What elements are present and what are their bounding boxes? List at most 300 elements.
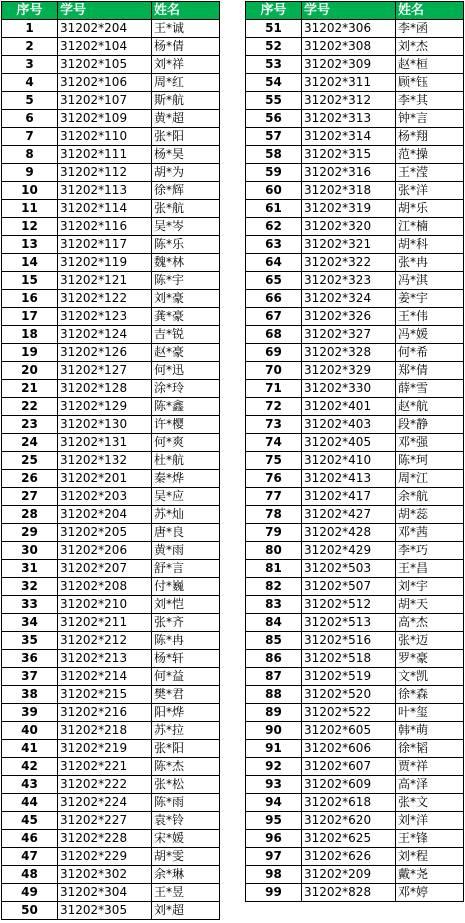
cell-student-id[interactable]: 31202*302 <box>58 866 152 884</box>
cell-student-id[interactable]: 31202*605 <box>302 722 396 740</box>
cell-student-id[interactable]: 31202*609 <box>302 776 396 794</box>
cell-seq[interactable]: 15 <box>2 272 58 290</box>
cell-name[interactable]: 黄*雨 <box>152 542 220 560</box>
cell-name[interactable]: 赵*桓 <box>396 56 464 74</box>
cell-student-id[interactable]: 31202*112 <box>58 164 152 182</box>
cell-seq[interactable]: 40 <box>2 722 58 740</box>
cell-seq[interactable]: 39 <box>2 704 58 722</box>
cell-seq[interactable]: 42 <box>2 758 58 776</box>
cell-seq[interactable]: 13 <box>2 236 58 254</box>
cell-name[interactable]: 刘*杰 <box>396 38 464 56</box>
cell-seq[interactable]: 5 <box>2 92 58 110</box>
cell-student-id[interactable]: 31202*224 <box>58 794 152 812</box>
cell-name[interactable]: 姜*宇 <box>396 290 464 308</box>
cell-seq[interactable]: 86 <box>246 650 302 668</box>
cell-seq[interactable]: 16 <box>2 290 58 308</box>
cell-student-id[interactable]: 31202*218 <box>58 722 152 740</box>
cell-student-id[interactable]: 31202*203 <box>58 488 152 506</box>
cell-seq[interactable]: 85 <box>246 632 302 650</box>
cell-student-id[interactable]: 31202*522 <box>302 704 396 722</box>
cell-name[interactable]: 邓*婷 <box>396 884 464 902</box>
cell-seq[interactable]: 74 <box>246 434 302 452</box>
cell-student-id[interactable]: 31202*210 <box>58 596 152 614</box>
cell-student-id[interactable]: 31202*320 <box>302 218 396 236</box>
cell-seq[interactable]: 41 <box>2 740 58 758</box>
cell-seq[interactable]: 89 <box>246 704 302 722</box>
cell-student-id[interactable]: 31202*519 <box>302 668 396 686</box>
cell-student-id[interactable]: 31202*131 <box>58 434 152 452</box>
cell-seq[interactable]: 82 <box>246 578 302 596</box>
cell-seq[interactable]: 88 <box>246 686 302 704</box>
cell-seq[interactable]: 81 <box>246 560 302 578</box>
cell-student-id[interactable]: 31202*429 <box>302 542 396 560</box>
header-seq[interactable]: 序号 <box>2 2 58 20</box>
cell-seq[interactable]: 90 <box>246 722 302 740</box>
cell-student-id[interactable]: 31202*117 <box>58 236 152 254</box>
cell-seq[interactable]: 87 <box>246 668 302 686</box>
cell-student-id[interactable]: 31202*312 <box>302 92 396 110</box>
cell-student-id[interactable]: 31202*606 <box>302 740 396 758</box>
cell-name[interactable]: 杨*倩 <box>152 38 220 56</box>
cell-student-id[interactable]: 31202*324 <box>302 290 396 308</box>
cell-student-id[interactable]: 31202*401 <box>302 398 396 416</box>
cell-name[interactable]: 袁*铃 <box>152 812 220 830</box>
cell-student-id[interactable]: 31202*405 <box>302 434 396 452</box>
cell-name[interactable]: 张*航 <box>152 200 220 218</box>
cell-name[interactable]: 徐*辉 <box>152 182 220 200</box>
cell-student-id[interactable]: 31202*316 <box>302 164 396 182</box>
cell-student-id[interactable]: 31202*204 <box>58 20 152 38</box>
cell-student-id[interactable]: 31202*130 <box>58 416 152 434</box>
cell-student-id[interactable]: 31202*109 <box>58 110 152 128</box>
cell-name[interactable]: 宋*媛 <box>152 830 220 848</box>
cell-name[interactable]: 贾*祥 <box>396 758 464 776</box>
cell-seq[interactable]: 28 <box>2 506 58 524</box>
cell-student-id[interactable]: 31202*211 <box>58 614 152 632</box>
cell-student-id[interactable]: 31202*311 <box>302 74 396 92</box>
cell-name[interactable]: 黄*超 <box>152 110 220 128</box>
cell-seq[interactable]: 18 <box>2 326 58 344</box>
cell-student-id[interactable]: 31202*513 <box>302 614 396 632</box>
cell-name[interactable]: 胡*科 <box>396 236 464 254</box>
header-name[interactable]: 姓名 <box>396 2 464 20</box>
cell-seq[interactable]: 1 <box>2 20 58 38</box>
cell-name[interactable]: 斯*航 <box>152 92 220 110</box>
cell-seq[interactable]: 9 <box>2 164 58 182</box>
cell-student-id[interactable]: 31202*318 <box>302 182 396 200</box>
cell-seq[interactable]: 4 <box>2 74 58 92</box>
cell-name[interactable]: 徐*韬 <box>396 740 464 758</box>
cell-student-id[interactable]: 31202*327 <box>302 326 396 344</box>
cell-seq[interactable]: 36 <box>2 650 58 668</box>
cell-seq[interactable]: 56 <box>246 110 302 128</box>
cell-seq[interactable]: 72 <box>246 398 302 416</box>
cell-name[interactable]: 陈*鑫 <box>152 398 220 416</box>
cell-seq[interactable]: 61 <box>246 200 302 218</box>
cell-name[interactable]: 刘*宇 <box>396 578 464 596</box>
cell-student-id[interactable]: 31202*516 <box>302 632 396 650</box>
cell-seq[interactable]: 38 <box>2 686 58 704</box>
cell-student-id[interactable]: 31202*132 <box>58 452 152 470</box>
cell-seq[interactable]: 7 <box>2 128 58 146</box>
cell-seq[interactable]: 48 <box>2 866 58 884</box>
cell-name[interactable]: 胡*蕊 <box>396 506 464 524</box>
cell-name[interactable]: 吉*锐 <box>152 326 220 344</box>
cell-name[interactable]: 杨*翔 <box>396 128 464 146</box>
cell-seq[interactable]: 77 <box>246 488 302 506</box>
cell-name[interactable]: 张*洋 <box>396 182 464 200</box>
cell-seq[interactable]: 43 <box>2 776 58 794</box>
cell-student-id[interactable]: 31202*313 <box>302 110 396 128</box>
cell-name[interactable]: 范*操 <box>396 146 464 164</box>
cell-name[interactable]: 苏*灿 <box>152 506 220 524</box>
cell-seq[interactable]: 6 <box>2 110 58 128</box>
cell-student-id[interactable]: 31202*105 <box>58 56 152 74</box>
cell-student-id[interactable]: 31202*410 <box>302 452 396 470</box>
cell-seq[interactable]: 44 <box>2 794 58 812</box>
cell-student-id[interactable]: 31202*207 <box>58 560 152 578</box>
cell-name[interactable]: 邓*强 <box>396 434 464 452</box>
cell-name[interactable]: 杨*轩 <box>152 650 220 668</box>
cell-seq[interactable]: 2 <box>2 38 58 56</box>
cell-name[interactable]: 王*昌 <box>396 560 464 578</box>
cell-name[interactable]: 陈*雨 <box>152 794 220 812</box>
cell-name[interactable]: 郑*倩 <box>396 362 464 380</box>
cell-student-id[interactable]: 31202*222 <box>58 776 152 794</box>
cell-seq[interactable]: 37 <box>2 668 58 686</box>
header-seq[interactable]: 序号 <box>246 2 302 20</box>
cell-name[interactable]: 钟*言 <box>396 110 464 128</box>
cell-student-id[interactable]: 31202*126 <box>58 344 152 362</box>
cell-student-id[interactable]: 31202*326 <box>302 308 396 326</box>
cell-name[interactable]: 文*凯 <box>396 668 464 686</box>
cell-name[interactable]: 陈*冉 <box>152 632 220 650</box>
cell-student-id[interactable]: 31202*618 <box>302 794 396 812</box>
cell-student-id[interactable]: 31202*227 <box>58 812 152 830</box>
cell-seq[interactable]: 60 <box>246 182 302 200</box>
cell-seq[interactable]: 11 <box>2 200 58 218</box>
cell-seq[interactable]: 3 <box>2 56 58 74</box>
cell-name[interactable]: 赵*豪 <box>152 344 220 362</box>
cell-student-id[interactable]: 31202*321 <box>302 236 396 254</box>
cell-student-id[interactable]: 31202*427 <box>302 506 396 524</box>
cell-student-id[interactable]: 31202*122 <box>58 290 152 308</box>
cell-seq[interactable]: 63 <box>246 236 302 254</box>
cell-name[interactable]: 刘*祥 <box>152 56 220 74</box>
cell-student-id[interactable]: 31202*111 <box>58 146 152 164</box>
cell-student-id[interactable]: 31202*127 <box>58 362 152 380</box>
cell-name[interactable]: 罗*豪 <box>396 650 464 668</box>
cell-seq[interactable]: 73 <box>246 416 302 434</box>
cell-student-id[interactable]: 31202*304 <box>58 884 152 902</box>
cell-student-id[interactable]: 31202*308 <box>302 38 396 56</box>
cell-name[interactable]: 杜*航 <box>152 452 220 470</box>
cell-name[interactable]: 张*阳 <box>152 740 220 758</box>
cell-name[interactable]: 冯*淇 <box>396 272 464 290</box>
cell-name[interactable]: 周*红 <box>152 74 220 92</box>
cell-seq[interactable]: 67 <box>246 308 302 326</box>
cell-seq[interactable]: 66 <box>246 290 302 308</box>
cell-student-id[interactable]: 31202*129 <box>58 398 152 416</box>
cell-student-id[interactable]: 31202*428 <box>302 524 396 542</box>
cell-seq[interactable]: 65 <box>246 272 302 290</box>
cell-seq[interactable]: 69 <box>246 344 302 362</box>
cell-name[interactable]: 李*函 <box>396 20 464 38</box>
cell-student-id[interactable]: 31202*329 <box>302 362 396 380</box>
cell-student-id[interactable]: 31202*626 <box>302 848 396 866</box>
cell-student-id[interactable]: 31202*328 <box>302 344 396 362</box>
cell-seq[interactable]: 22 <box>2 398 58 416</box>
cell-seq[interactable]: 62 <box>246 218 302 236</box>
cell-student-id[interactable]: 31202*306 <box>302 20 396 38</box>
cell-name[interactable]: 余*航 <box>396 488 464 506</box>
cell-student-id[interactable]: 31202*417 <box>302 488 396 506</box>
header-id[interactable]: 学号 <box>302 2 396 20</box>
cell-name[interactable]: 胡*天 <box>396 596 464 614</box>
cell-seq[interactable]: 64 <box>246 254 302 272</box>
cell-student-id[interactable]: 31202*607 <box>302 758 396 776</box>
cell-name[interactable]: 何*益 <box>152 668 220 686</box>
cell-student-id[interactable]: 31202*208 <box>58 578 152 596</box>
cell-student-id[interactable]: 31202*216 <box>58 704 152 722</box>
cell-name[interactable]: 魏*林 <box>152 254 220 272</box>
cell-name[interactable]: 叶*玺 <box>396 704 464 722</box>
cell-name[interactable]: 苏*拉 <box>152 722 220 740</box>
cell-seq[interactable]: 46 <box>2 830 58 848</box>
cell-student-id[interactable]: 31202*221 <box>58 758 152 776</box>
cell-seq[interactable]: 83 <box>246 596 302 614</box>
cell-student-id[interactable]: 31202*319 <box>302 200 396 218</box>
cell-student-id[interactable]: 31202*314 <box>302 128 396 146</box>
cell-name[interactable]: 高*泽 <box>396 776 464 794</box>
cell-name[interactable]: 薛*雪 <box>396 380 464 398</box>
cell-name[interactable]: 胡*乐 <box>396 200 464 218</box>
cell-student-id[interactable]: 31202*520 <box>302 686 396 704</box>
cell-student-id[interactable]: 31202*107 <box>58 92 152 110</box>
cell-seq[interactable]: 17 <box>2 308 58 326</box>
cell-name[interactable]: 刘*恺 <box>152 596 220 614</box>
cell-seq[interactable]: 53 <box>246 56 302 74</box>
cell-name[interactable]: 戴*尧 <box>396 866 464 884</box>
cell-name[interactable]: 张*阳 <box>152 128 220 146</box>
cell-student-id[interactable]: 31202*229 <box>58 848 152 866</box>
cell-student-id[interactable]: 31202*116 <box>58 218 152 236</box>
cell-seq[interactable]: 71 <box>246 380 302 398</box>
cell-student-id[interactable]: 31202*322 <box>302 254 396 272</box>
cell-seq[interactable]: 84 <box>246 614 302 632</box>
cell-seq[interactable]: 50 <box>2 902 58 920</box>
cell-name[interactable]: 余*琳 <box>152 866 220 884</box>
cell-seq[interactable]: 23 <box>2 416 58 434</box>
cell-name[interactable]: 付*巍 <box>152 578 220 596</box>
cell-student-id[interactable]: 31202*204 <box>58 506 152 524</box>
cell-name[interactable]: 阳*烨 <box>152 704 220 722</box>
cell-seq[interactable]: 54 <box>246 74 302 92</box>
cell-name[interactable]: 刘*豪 <box>152 290 220 308</box>
cell-name[interactable]: 陈*宇 <box>152 272 220 290</box>
cell-seq[interactable]: 49 <box>2 884 58 902</box>
cell-name[interactable]: 陈*珂 <box>396 452 464 470</box>
cell-student-id[interactable]: 31202*518 <box>302 650 396 668</box>
cell-seq[interactable]: 96 <box>246 830 302 848</box>
cell-student-id[interactable]: 31202*228 <box>58 830 152 848</box>
cell-name[interactable]: 何*爽 <box>152 434 220 452</box>
cell-student-id[interactable]: 31202*507 <box>302 578 396 596</box>
cell-name[interactable]: 张*文 <box>396 794 464 812</box>
cell-name[interactable]: 王*滢 <box>396 164 464 182</box>
cell-name[interactable]: 樊*君 <box>152 686 220 704</box>
cell-name[interactable]: 周*江 <box>396 470 464 488</box>
cell-seq[interactable]: 52 <box>246 38 302 56</box>
cell-seq[interactable]: 91 <box>246 740 302 758</box>
cell-name[interactable]: 许*樱 <box>152 416 220 434</box>
cell-student-id[interactable]: 31202*213 <box>58 650 152 668</box>
header-name[interactable]: 姓名 <box>152 2 220 20</box>
cell-seq[interactable]: 35 <box>2 632 58 650</box>
cell-student-id[interactable]: 31202*512 <box>302 596 396 614</box>
cell-seq[interactable]: 30 <box>2 542 58 560</box>
cell-seq[interactable]: 80 <box>246 542 302 560</box>
cell-name[interactable]: 何*希 <box>396 344 464 362</box>
cell-name[interactable]: 舒*言 <box>152 560 220 578</box>
cell-student-id[interactable]: 31202*119 <box>58 254 152 272</box>
cell-student-id[interactable]: 31202*128 <box>58 380 152 398</box>
cell-name[interactable]: 张*迈 <box>396 632 464 650</box>
cell-seq[interactable]: 33 <box>2 596 58 614</box>
cell-name[interactable]: 秦*烨 <box>152 470 220 488</box>
cell-student-id[interactable]: 31202*113 <box>58 182 152 200</box>
cell-name[interactable]: 江*楠 <box>396 218 464 236</box>
cell-student-id[interactable]: 31202*209 <box>302 866 396 884</box>
cell-seq[interactable]: 76 <box>246 470 302 488</box>
cell-student-id[interactable]: 31202*110 <box>58 128 152 146</box>
cell-name[interactable]: 张*松 <box>152 776 220 794</box>
cell-seq[interactable]: 93 <box>246 776 302 794</box>
cell-name[interactable]: 陈*乐 <box>152 236 220 254</box>
cell-seq[interactable]: 70 <box>246 362 302 380</box>
cell-student-id[interactable]: 31202*124 <box>58 326 152 344</box>
cell-name[interactable]: 王*昱 <box>152 884 220 902</box>
cell-name[interactable]: 韩*萌 <box>396 722 464 740</box>
cell-seq[interactable]: 27 <box>2 488 58 506</box>
cell-name[interactable]: 王*锋 <box>396 830 464 848</box>
header-id[interactable]: 学号 <box>58 2 152 20</box>
cell-seq[interactable]: 78 <box>246 506 302 524</box>
cell-student-id[interactable]: 31202*106 <box>58 74 152 92</box>
cell-student-id[interactable]: 31202*104 <box>58 38 152 56</box>
cell-name[interactable]: 李*其 <box>396 92 464 110</box>
cell-seq[interactable]: 12 <box>2 218 58 236</box>
cell-name[interactable]: 段*静 <box>396 416 464 434</box>
cell-seq[interactable]: 95 <box>246 812 302 830</box>
cell-student-id[interactable]: 31202*625 <box>302 830 396 848</box>
cell-name[interactable]: 陈*杰 <box>152 758 220 776</box>
cell-name[interactable]: 赵*航 <box>396 398 464 416</box>
cell-seq[interactable]: 47 <box>2 848 58 866</box>
cell-seq[interactable]: 57 <box>246 128 302 146</box>
cell-name[interactable]: 邓*茜 <box>396 524 464 542</box>
cell-seq[interactable]: 14 <box>2 254 58 272</box>
cell-student-id[interactable]: 31202*403 <box>302 416 396 434</box>
cell-seq[interactable]: 75 <box>246 452 302 470</box>
cell-seq[interactable]: 99 <box>246 884 302 902</box>
cell-name[interactable]: 何*迅 <box>152 362 220 380</box>
cell-name[interactable]: 高*杰 <box>396 614 464 632</box>
cell-student-id[interactable]: 31202*201 <box>58 470 152 488</box>
cell-name[interactable]: 吴*应 <box>152 488 220 506</box>
cell-name[interactable]: 张*齐 <box>152 614 220 632</box>
cell-seq[interactable]: 31 <box>2 560 58 578</box>
cell-seq[interactable]: 24 <box>2 434 58 452</box>
cell-student-id[interactable]: 31202*205 <box>58 524 152 542</box>
cell-name[interactable]: 杨*昊 <box>152 146 220 164</box>
cell-student-id[interactable]: 31202*323 <box>302 272 396 290</box>
cell-name[interactable]: 吴*岑 <box>152 218 220 236</box>
cell-seq[interactable]: 98 <box>246 866 302 884</box>
cell-student-id[interactable]: 31202*305 <box>58 902 152 920</box>
cell-seq[interactable]: 58 <box>246 146 302 164</box>
cell-student-id[interactable]: 31202*828 <box>302 884 396 902</box>
cell-name[interactable]: 胡*雯 <box>152 848 220 866</box>
cell-student-id[interactable]: 31202*413 <box>302 470 396 488</box>
cell-seq[interactable]: 10 <box>2 182 58 200</box>
cell-seq[interactable]: 94 <box>246 794 302 812</box>
cell-seq[interactable]: 26 <box>2 470 58 488</box>
cell-seq[interactable]: 55 <box>246 92 302 110</box>
cell-seq[interactable]: 45 <box>2 812 58 830</box>
cell-student-id[interactable]: 31202*503 <box>302 560 396 578</box>
cell-seq[interactable]: 59 <box>246 164 302 182</box>
cell-seq[interactable]: 19 <box>2 344 58 362</box>
cell-seq[interactable]: 8 <box>2 146 58 164</box>
cell-seq[interactable]: 92 <box>246 758 302 776</box>
cell-seq[interactable]: 20 <box>2 362 58 380</box>
cell-name[interactable]: 刘*洋 <box>396 812 464 830</box>
cell-student-id[interactable]: 31202*123 <box>58 308 152 326</box>
cell-seq[interactable]: 32 <box>2 578 58 596</box>
cell-seq[interactable]: 25 <box>2 452 58 470</box>
cell-student-id[interactable]: 31202*212 <box>58 632 152 650</box>
cell-seq[interactable]: 97 <box>246 848 302 866</box>
cell-name[interactable]: 刘*程 <box>396 848 464 866</box>
cell-seq[interactable]: 29 <box>2 524 58 542</box>
cell-name[interactable]: 唐*良 <box>152 524 220 542</box>
cell-seq[interactable]: 21 <box>2 380 58 398</box>
cell-student-id[interactable]: 31202*215 <box>58 686 152 704</box>
cell-name[interactable]: 龚*豪 <box>152 308 220 326</box>
cell-student-id[interactable]: 31202*121 <box>58 272 152 290</box>
cell-name[interactable]: 胡*为 <box>152 164 220 182</box>
cell-name[interactable]: 张*冉 <box>396 254 464 272</box>
cell-seq[interactable]: 51 <box>246 20 302 38</box>
cell-student-id[interactable]: 31202*620 <box>302 812 396 830</box>
cell-name[interactable]: 冯*媛 <box>396 326 464 344</box>
cell-student-id[interactable]: 31202*315 <box>302 146 396 164</box>
cell-seq[interactable]: 68 <box>246 326 302 344</box>
cell-seq[interactable]: 34 <box>2 614 58 632</box>
cell-name[interactable]: 王*伟 <box>396 308 464 326</box>
cell-name[interactable]: 李*巧 <box>396 542 464 560</box>
cell-name[interactable]: 顾*钰 <box>396 74 464 92</box>
cell-student-id[interactable]: 31202*214 <box>58 668 152 686</box>
cell-name[interactable]: 王*诚 <box>152 20 220 38</box>
cell-student-id[interactable]: 31202*309 <box>302 56 396 74</box>
cell-name[interactable]: 徐*森 <box>396 686 464 704</box>
cell-name[interactable]: 涂*玲 <box>152 380 220 398</box>
cell-student-id[interactable]: 31202*219 <box>58 740 152 758</box>
cell-student-id[interactable]: 31202*206 <box>58 542 152 560</box>
cell-student-id[interactable]: 31202*114 <box>58 200 152 218</box>
